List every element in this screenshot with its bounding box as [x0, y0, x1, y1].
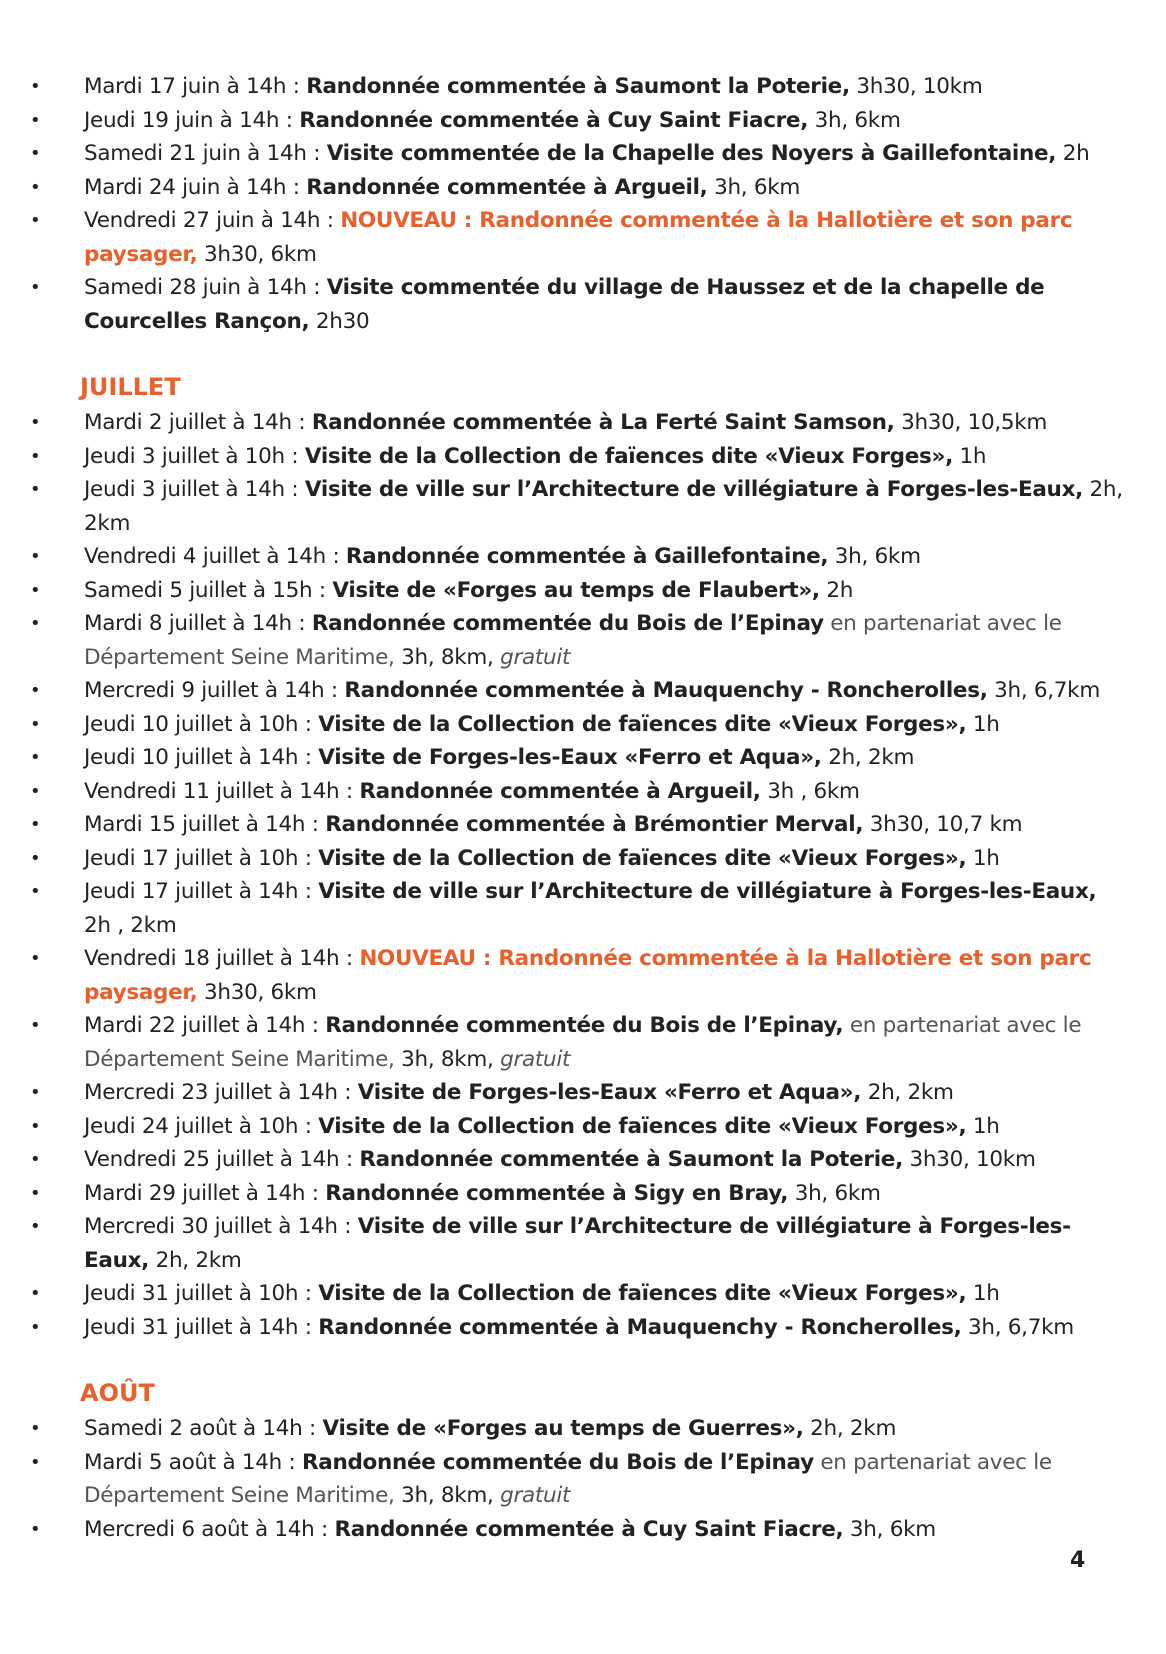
- event-item: [26, 1412, 1126, 1446]
- event-text: [84, 1446, 1126, 1513]
- event-duration: 3h, 6,7km: [994, 678, 1100, 703]
- event-duration: 2h: [1062, 141, 1090, 166]
- event-text: [84, 171, 1126, 205]
- event-item: [26, 540, 1126, 574]
- event-duration: 3h30, 10,5km: [901, 410, 1048, 435]
- event-title: Visite de la Collection de faïences dite «Vieux Forges»,: [318, 845, 967, 871]
- event-date: Vendredi 25 juillet à 14h :: [84, 1147, 360, 1172]
- event-title: Visite de Forges-les-Eaux «Ferro et Aqua»,: [318, 745, 822, 770]
- event-item: [26, 1513, 1126, 1547]
- event-item: [26, 440, 1126, 474]
- event-partner-note: en partenariat avec le Département Seine Maritime,: [84, 611, 1062, 670]
- bullet-icon: •: [30, 1451, 41, 1473]
- event-duration: 3h30, 10km: [856, 74, 983, 99]
- event-list: [26, 1412, 1126, 1546]
- event-item: [26, 1277, 1126, 1311]
- event-title: Visite de la Collection de faïences dite «Vieux Forges»,: [318, 1113, 967, 1139]
- bullet-icon: •: [30, 109, 41, 131]
- event-text: [84, 842, 1126, 876]
- event-duration: 2h: [826, 577, 854, 603]
- event-item: [26, 1076, 1126, 1110]
- event-duration: 3h30, 6km: [204, 979, 317, 1005]
- event-duration: 1h: [972, 1113, 1000, 1139]
- bullet-icon: •: [30, 1015, 41, 1036]
- event-title: Randonnée commentée à Mauquenchy - Roncherolles,: [318, 1314, 962, 1340]
- event-title: Randonnée commentée à Sigy en Bray,: [325, 1180, 789, 1206]
- event-free-label: gratuit: [500, 1483, 571, 1508]
- event-item: [26, 1143, 1126, 1177]
- event-text: [84, 473, 1126, 540]
- event-item: [26, 271, 1126, 338]
- event-item: [26, 842, 1126, 876]
- event-date: Mardi 24 juin à 14h :: [84, 174, 307, 200]
- event-duration: 3h, 8km,: [401, 644, 494, 670]
- event-duration: 1h: [972, 1281, 1000, 1306]
- event-item: [26, 171, 1126, 205]
- event-date: Jeudi 10 juillet à 14h :: [84, 745, 319, 770]
- event-text: [84, 1009, 1126, 1076]
- event-date: Mercredi 30 juillet à 14h :: [84, 1214, 358, 1239]
- event-date: Jeudi 24 juillet à 10h :: [84, 1113, 319, 1139]
- event-new-title: NOUVEAU : Randonnée commentée à la Hallotière et son parc paysager,: [84, 946, 1092, 1005]
- event-duration: 3h30, 10km: [909, 1147, 1036, 1172]
- event-text: [84, 741, 1126, 775]
- event-item: [26, 473, 1126, 540]
- event-title: Randonnée commentée à Gaillefontaine,: [345, 544, 829, 569]
- bullet-icon: •: [30, 1149, 41, 1170]
- event-item: [26, 1009, 1126, 1076]
- bullet-icon: •: [30, 1418, 41, 1439]
- event-duration: 2h30: [315, 308, 370, 334]
- event-item: [26, 741, 1126, 775]
- bullet-icon: •: [30, 680, 41, 701]
- event-title: Randonnée commentée du Bois de l’Epinay: [311, 611, 824, 636]
- event-date: Mardi 2 juillet à 14h :: [84, 410, 312, 435]
- bullet-icon: •: [30, 445, 41, 467]
- event-text: [84, 1076, 1126, 1110]
- event-date: Jeudi 31 juillet à 10h :: [84, 1281, 319, 1306]
- bullet-icon: •: [30, 747, 41, 768]
- event-duration: 1h: [972, 845, 1000, 871]
- event-duration: 2h, 2km: [84, 477, 1123, 536]
- bullet-icon: •: [30, 546, 41, 567]
- event-text: [84, 540, 1126, 574]
- event-title: Visite commentée de la Chapelle des Noyers à Gaillefontaine,: [326, 141, 1057, 166]
- event-title: Visite de la Collection de faïences dite «Vieux Forges»,: [304, 443, 953, 469]
- event-title: Visite de la Collection de faïences dite «Vieux Forges»,: [318, 1281, 967, 1306]
- event-title: Visite de «Forges au temps de Guerres»,: [322, 1416, 804, 1441]
- event-text: [84, 1277, 1126, 1311]
- bullet-icon: •: [30, 1518, 41, 1540]
- event-new-title: NOUVEAU : Randonnée commentée à la Hallotière et son parc paysager,: [84, 208, 1073, 267]
- event-date: Vendredi 27 juin à 14h :: [84, 208, 341, 233]
- bullet-icon: •: [30, 143, 41, 164]
- event-duration: 1h: [972, 711, 1000, 737]
- event-text: [84, 1110, 1126, 1144]
- event-title: Randonnée commentée à Argueil,: [306, 174, 708, 200]
- event-duration: 3h30, 10,7 km: [869, 812, 1023, 837]
- bullet-icon: •: [30, 948, 41, 969]
- event-item: [26, 204, 1126, 271]
- event-schedule: [26, 70, 1126, 1546]
- bullet-icon: •: [30, 579, 41, 601]
- bullet-icon: •: [30, 1316, 41, 1338]
- event-date: Mardi 17 juin à 14h :: [84, 74, 307, 99]
- event-duration: 3h, 6,7km: [968, 1314, 1074, 1340]
- event-date: Vendredi 18 juillet à 14h :: [84, 946, 360, 971]
- event-title: Visite de «Forges au temps de Flaubert»,: [332, 577, 820, 603]
- event-text: [84, 1412, 1126, 1446]
- month-heading: JUILLET: [80, 373, 181, 401]
- event-duration: 3h , 6km: [767, 778, 860, 804]
- event-item: [26, 708, 1126, 742]
- event-item: [26, 1177, 1126, 1211]
- event-date: Mardi 22 juillet à 14h :: [84, 1013, 326, 1038]
- event-title: Randonnée commentée à Saumont la Poterie,: [359, 1147, 903, 1172]
- event-item: [26, 942, 1126, 1009]
- bullet-icon: •: [30, 1182, 41, 1204]
- event-duration: 3h, 6km: [849, 1516, 936, 1542]
- event-item: [26, 1210, 1126, 1277]
- event-text: [84, 104, 1126, 138]
- event-text: [84, 271, 1126, 338]
- bullet-icon: •: [30, 76, 41, 97]
- event-text: [84, 1177, 1126, 1211]
- event-date: Mercredi 6 août à 14h :: [84, 1516, 335, 1542]
- event-item: [26, 137, 1126, 171]
- event-item: [26, 875, 1126, 942]
- bullet-icon: •: [30, 847, 41, 869]
- event-list: [26, 406, 1126, 1344]
- event-partner-note: en partenariat avec le Département Seine Maritime,: [84, 1449, 1052, 1508]
- event-item: [26, 674, 1126, 708]
- event-item: [26, 775, 1126, 809]
- bullet-icon: •: [30, 881, 41, 902]
- event-text: [84, 875, 1126, 942]
- event-free-label: gratuit: [500, 644, 571, 670]
- event-date: Jeudi 10 juillet à 10h :: [84, 711, 319, 737]
- event-title: Randonnée commentée du Bois de l’Epinay,: [325, 1013, 844, 1038]
- event-duration: 3h, 6km: [814, 107, 901, 133]
- event-date: Vendredi 11 juillet à 14h :: [84, 778, 360, 804]
- event-item: [26, 808, 1126, 842]
- page-number: 4: [1070, 1548, 1086, 1573]
- event-text: [84, 574, 1126, 608]
- event-item: [26, 1446, 1126, 1513]
- bullet-icon: •: [30, 277, 41, 298]
- event-date: Mardi 29 juillet à 14h :: [84, 1180, 326, 1206]
- event-item: [26, 1311, 1126, 1345]
- event-text: [84, 1513, 1126, 1547]
- event-duration: 3h30, 6km: [204, 241, 317, 267]
- event-date: Mercredi 9 juillet à 14h :: [84, 678, 345, 703]
- event-list: [26, 70, 1126, 338]
- event-title: Randonnée commentée à Cuy Saint Fiacre,: [299, 107, 809, 133]
- event-date: Mardi 8 juillet à 14h :: [84, 611, 312, 636]
- bullet-icon: •: [30, 1216, 41, 1237]
- event-text: [84, 1143, 1126, 1177]
- event-duration: 2h, 2km: [867, 1080, 954, 1105]
- bullet-icon: •: [30, 210, 41, 231]
- bullet-icon: •: [30, 1115, 41, 1137]
- bullet-icon: •: [30, 713, 41, 735]
- event-date: Samedi 2 août à 14h :: [84, 1416, 323, 1441]
- event-date: Jeudi 17 juillet à 14h :: [84, 879, 319, 904]
- event-date: Mercredi 23 juillet à 14h :: [84, 1080, 358, 1105]
- event-title: Visite commentée du village de Haussez et de la chapelle de Courcelles Rançon,: [84, 275, 1045, 334]
- bullet-icon: •: [30, 780, 41, 802]
- event-item: [26, 574, 1126, 608]
- event-text: [84, 204, 1126, 271]
- event-date: Jeudi 31 juillet à 14h :: [84, 1314, 319, 1340]
- event-text: [84, 775, 1126, 809]
- event-title: Visite de Forges-les-Eaux «Ferro et Aqua»,: [357, 1080, 862, 1105]
- event-text: [84, 137, 1126, 171]
- event-title: Randonnée commentée à La Ferté Saint Samson,: [311, 410, 895, 435]
- event-duration: 3h, 8km,: [401, 1483, 494, 1508]
- event-text: [84, 1210, 1126, 1277]
- event-text: [84, 674, 1126, 708]
- event-title: Randonnée commentée à Argueil,: [359, 778, 761, 804]
- event-title: Randonnée commentée à Saumont la Poterie,: [306, 74, 850, 99]
- event-duration: 3h, 6km: [794, 1180, 881, 1206]
- event-item: [26, 104, 1126, 138]
- event-duration: 2h, 2km: [828, 745, 915, 770]
- event-item: [26, 406, 1126, 440]
- event-title: Visite de ville sur l’Architecture de villégiature à Forges-les-Eaux,: [318, 879, 1097, 904]
- event-date: Samedi 28 juin à 14h :: [84, 275, 327, 300]
- event-date: Vendredi 4 juillet à 14h :: [84, 544, 346, 569]
- event-text: [84, 406, 1126, 440]
- event-date: Samedi 5 juillet à 15h :: [84, 577, 333, 603]
- event-title: Visite de ville sur l’Architecture de villégiature à Forges-les-Eaux,: [304, 477, 1083, 502]
- bullet-icon: •: [30, 479, 41, 500]
- event-item: [26, 70, 1126, 104]
- bullet-icon: •: [30, 1082, 41, 1103]
- event-duration: 2h , 2km: [84, 912, 177, 938]
- event-date: Samedi 21 juin à 14h :: [84, 141, 327, 166]
- event-date: Mardi 5 août à 14h :: [84, 1449, 302, 1475]
- bullet-icon: •: [30, 613, 41, 634]
- event-text: [84, 942, 1126, 1009]
- event-title: Randonnée commentée à Cuy Saint Fiacre,: [334, 1516, 844, 1542]
- event-item: [26, 607, 1126, 674]
- bullet-icon: •: [30, 1283, 41, 1304]
- event-date: Jeudi 3 juillet à 10h :: [84, 443, 305, 469]
- event-text: [84, 607, 1126, 674]
- event-duration: 3h, 6km: [714, 174, 801, 200]
- event-text: [84, 808, 1126, 842]
- event-text: [84, 1311, 1126, 1345]
- event-date: Jeudi 3 juillet à 14h :: [84, 477, 305, 502]
- event-title: Randonnée commentée à Brémontier Merval,: [325, 812, 864, 837]
- event-duration: 2h, 2km: [155, 1247, 242, 1273]
- bullet-icon: •: [30, 176, 41, 198]
- bullet-icon: •: [30, 412, 41, 433]
- event-free-label: gratuit: [500, 1046, 571, 1072]
- event-text: [84, 708, 1126, 742]
- event-date: Jeudi 17 juillet à 10h :: [84, 845, 319, 871]
- event-duration: 3h, 6km: [834, 544, 921, 569]
- bullet-icon: •: [30, 814, 41, 835]
- event-title: Visite de la Collection de faïences dite «Vieux Forges»,: [318, 711, 967, 737]
- event-date: Jeudi 19 juin à 14h :: [84, 107, 300, 133]
- event-title: Visite de ville sur l’Architecture de villégiature à Forges-les-Eaux,: [84, 1214, 1071, 1273]
- event-date: Mardi 15 juillet à 14h :: [84, 812, 326, 837]
- event-duration: 2h, 2km: [810, 1416, 897, 1441]
- event-partner-note: en partenariat avec le Département Seine Maritime,: [84, 1013, 1082, 1072]
- event-title: Randonnée commentée à Mauquenchy - Roncherolles,: [344, 678, 988, 703]
- month-heading: AOÛT: [80, 1379, 155, 1407]
- event-duration: 1h: [959, 443, 987, 469]
- event-text: [84, 440, 1126, 474]
- event-title: Randonnée commentée du Bois de l’Epinay: [301, 1449, 814, 1475]
- event-duration: 3h, 8km,: [401, 1046, 494, 1072]
- event-item: [26, 1110, 1126, 1144]
- event-text: [84, 70, 1126, 104]
